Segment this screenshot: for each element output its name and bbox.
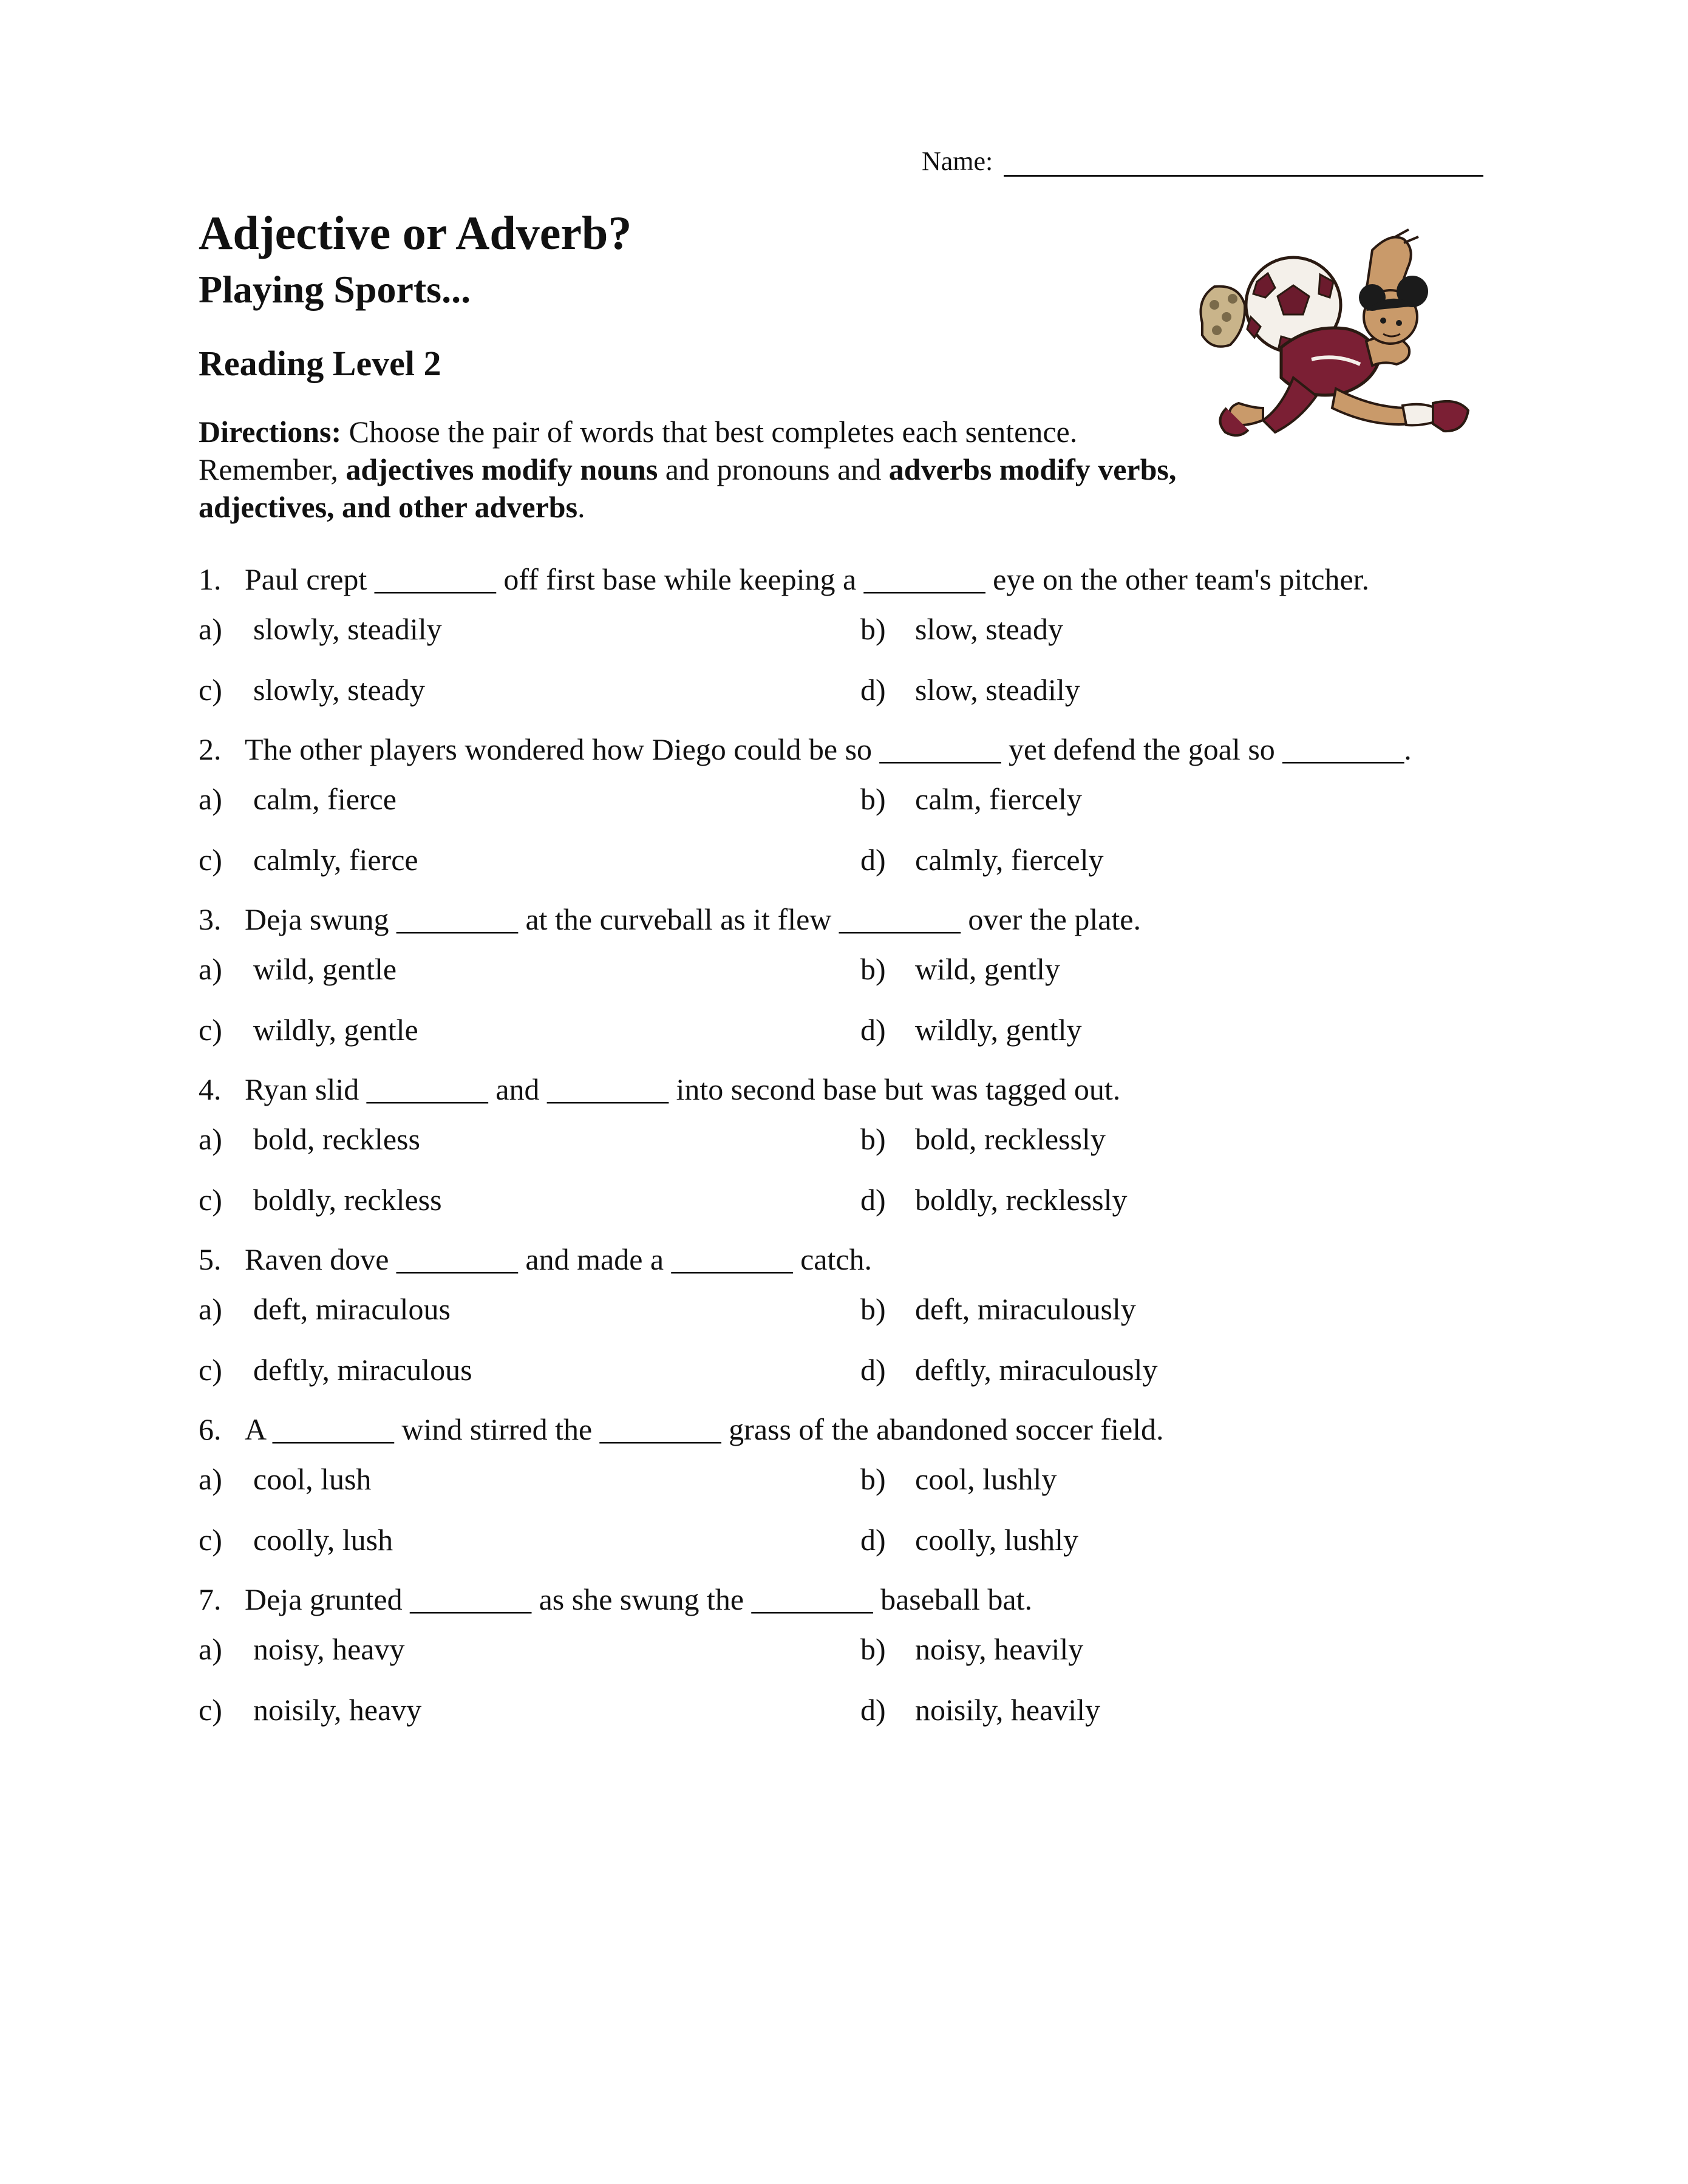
option-text: calmly, fiercely (915, 843, 1104, 877)
option-letter: d) (860, 1183, 886, 1217)
answer-options (199, 778, 1504, 880)
option-letter: a) (199, 612, 222, 646)
question-text: Deja swung ________ at the curveball as it flew ________ over the plate. (245, 902, 1142, 936)
question-number: 4. (199, 1072, 222, 1106)
option-letter: b) (860, 1292, 886, 1326)
option-text: wild, gently (915, 952, 1060, 986)
directions-bold-2: adverbs modify verbs, adjectives, and other adverbs (199, 452, 1177, 524)
directions-text-1: Choose the pair of words that best completes each sentence. Remember, (199, 415, 1078, 486)
question-item (199, 899, 1504, 1050)
answer-option[interactable] (860, 1519, 1504, 1560)
answer-option[interactable] (860, 1458, 1504, 1500)
answer-option[interactable] (860, 948, 1504, 990)
question-text: Deja grunted ________ as she swung the ________ baseball bat. (245, 1582, 1032, 1616)
option-text: bold, reckless (253, 1122, 420, 1156)
question-stem (199, 899, 1504, 940)
option-letter: b) (860, 1462, 886, 1496)
answer-option[interactable] (199, 1458, 860, 1500)
question-number: 2. (199, 732, 222, 766)
option-letter: c) (199, 1693, 222, 1727)
answer-option[interactable] (860, 1288, 1504, 1330)
option-letter: b) (860, 1632, 886, 1666)
question-item (199, 1579, 1504, 1730)
answer-option[interactable] (860, 1689, 1504, 1730)
option-letter: c) (199, 1353, 222, 1387)
name-blank-line[interactable] (1004, 148, 1483, 177)
player-cleat-icon (1201, 287, 1245, 347)
option-text: wildly, gentle (253, 1013, 418, 1047)
option-text: deft, miraculous (253, 1292, 451, 1326)
answer-options (199, 1458, 1504, 1560)
answer-option[interactable] (860, 1628, 1504, 1670)
option-text: cool, lush (253, 1462, 372, 1496)
option-text: coolly, lushly (915, 1523, 1078, 1557)
option-letter: d) (860, 843, 886, 877)
option-letter: d) (860, 1693, 886, 1727)
answer-option[interactable] (860, 669, 1504, 710)
answer-option[interactable] (860, 1179, 1504, 1220)
answer-option[interactable] (199, 1118, 860, 1160)
answer-option[interactable] (199, 1009, 860, 1050)
question-text: The other players wondered how Diego could be so ________ yet defend the goal so ________. (245, 732, 1412, 766)
option-letter: c) (199, 843, 222, 877)
question-number: 3. (199, 902, 222, 936)
answer-options (199, 1628, 1504, 1730)
question-stem (199, 1239, 1504, 1280)
answer-option[interactable] (199, 669, 860, 710)
option-letter: b) (860, 1122, 886, 1156)
answer-option[interactable] (199, 839, 860, 880)
option-text: slowly, steady (253, 673, 425, 707)
question-item (199, 729, 1504, 880)
question-stem (199, 1069, 1504, 1110)
option-letter: a) (199, 952, 222, 986)
option-letter: b) (860, 612, 886, 646)
directions-label: Directions: (199, 415, 342, 449)
directions-text-3: . (577, 490, 585, 524)
option-text: slow, steady (915, 612, 1063, 646)
option-text: deftly, miraculously (915, 1353, 1158, 1387)
answer-options (199, 948, 1504, 1050)
question-stem (199, 559, 1504, 600)
option-text: deftly, miraculous (253, 1353, 472, 1387)
soccer-player-illustration-icon (1190, 226, 1482, 469)
answer-option[interactable] (199, 1288, 860, 1330)
answer-option[interactable] (860, 839, 1504, 880)
answer-option[interactable] (199, 1519, 860, 1560)
question-stem (199, 729, 1504, 770)
option-text: wild, gentle (253, 952, 397, 986)
option-letter: d) (860, 1353, 886, 1387)
answer-option[interactable] (199, 778, 860, 820)
option-text: deft, miraculously (915, 1292, 1136, 1326)
question-text: Raven dove ________ and made a ________ catch. (245, 1242, 873, 1276)
option-text: calmly, fierce (253, 843, 418, 877)
answer-option[interactable] (860, 1118, 1504, 1160)
option-letter: a) (199, 1462, 222, 1496)
question-number: 1. (199, 562, 222, 596)
answer-options (199, 1118, 1504, 1220)
answer-option[interactable] (199, 1628, 860, 1670)
question-number: 5. (199, 1242, 222, 1276)
question-item (199, 1069, 1504, 1220)
answer-options (199, 608, 1504, 710)
questions-list (199, 559, 1504, 1749)
question-item (199, 559, 1504, 710)
option-text: slow, steadily (915, 673, 1080, 707)
option-text: noisily, heavy (253, 1693, 422, 1727)
answer-option[interactable] (860, 1349, 1504, 1390)
option-text: calm, fiercely (915, 782, 1082, 816)
option-letter: b) (860, 782, 886, 816)
option-letter: c) (199, 1183, 222, 1217)
option-text: noisy, heavy (253, 1632, 405, 1666)
question-number: 6. (199, 1412, 222, 1446)
directions-bold-1: adjectives modify nouns (345, 452, 658, 486)
option-letter: a) (199, 1632, 222, 1666)
answer-option[interactable] (199, 1689, 860, 1730)
question-item (199, 1409, 1504, 1560)
option-text: boldly, reckless (253, 1183, 442, 1217)
question-number: 7. (199, 1582, 222, 1616)
answer-option[interactable] (199, 1179, 860, 1220)
option-text: noisily, heavily (915, 1693, 1101, 1727)
answer-options (199, 1288, 1504, 1390)
question-stem (199, 1409, 1504, 1450)
option-text: coolly, lush (253, 1523, 393, 1557)
option-letter: a) (199, 782, 222, 816)
option-letter: a) (199, 1292, 222, 1326)
worksheet-subtitle: Playing Sports... (199, 268, 471, 311)
option-letter: c) (199, 673, 222, 707)
option-text: slowly, steadily (253, 612, 442, 646)
answer-option[interactable] (860, 1009, 1504, 1050)
question-text: Ryan slid ________ and ________ into second base but was tagged out. (245, 1072, 1121, 1106)
option-letter: c) (199, 1523, 222, 1557)
worksheet-title: Adjective or Adverb? (199, 206, 632, 259)
name-label: Name: (922, 146, 993, 176)
option-text: wildly, gently (915, 1013, 1082, 1047)
directions-paragraph (199, 413, 1194, 526)
answer-option[interactable] (199, 608, 860, 650)
option-text: noisy, heavily (915, 1632, 1084, 1666)
answer-option[interactable] (860, 608, 1504, 650)
option-text: cool, lushly (915, 1462, 1057, 1496)
directions-text-2: and pronouns and (658, 452, 889, 486)
question-text: A ________ wind stirred the ________ grass of the abandoned soccer field. (245, 1412, 1164, 1446)
answer-option[interactable] (860, 778, 1504, 820)
option-letter: d) (860, 673, 886, 707)
option-text: calm, fierce (253, 782, 396, 816)
answer-option[interactable] (199, 1349, 860, 1390)
reading-level: Reading Level 2 (199, 344, 441, 383)
question-stem (199, 1579, 1504, 1620)
option-letter: d) (860, 1013, 886, 1047)
option-text: bold, recklessly (915, 1122, 1106, 1156)
question-item (199, 1239, 1504, 1390)
option-letter: a) (199, 1122, 222, 1156)
option-letter: b) (860, 952, 886, 986)
name-field-row (922, 146, 1483, 177)
option-text: boldly, recklessly (915, 1183, 1128, 1217)
option-letter: c) (199, 1013, 222, 1047)
answer-option[interactable] (199, 948, 860, 990)
question-text: Paul crept ________ off first base while keeping a ________ eye on the other team's pitcher. (245, 562, 1370, 596)
option-letter: d) (860, 1523, 886, 1557)
